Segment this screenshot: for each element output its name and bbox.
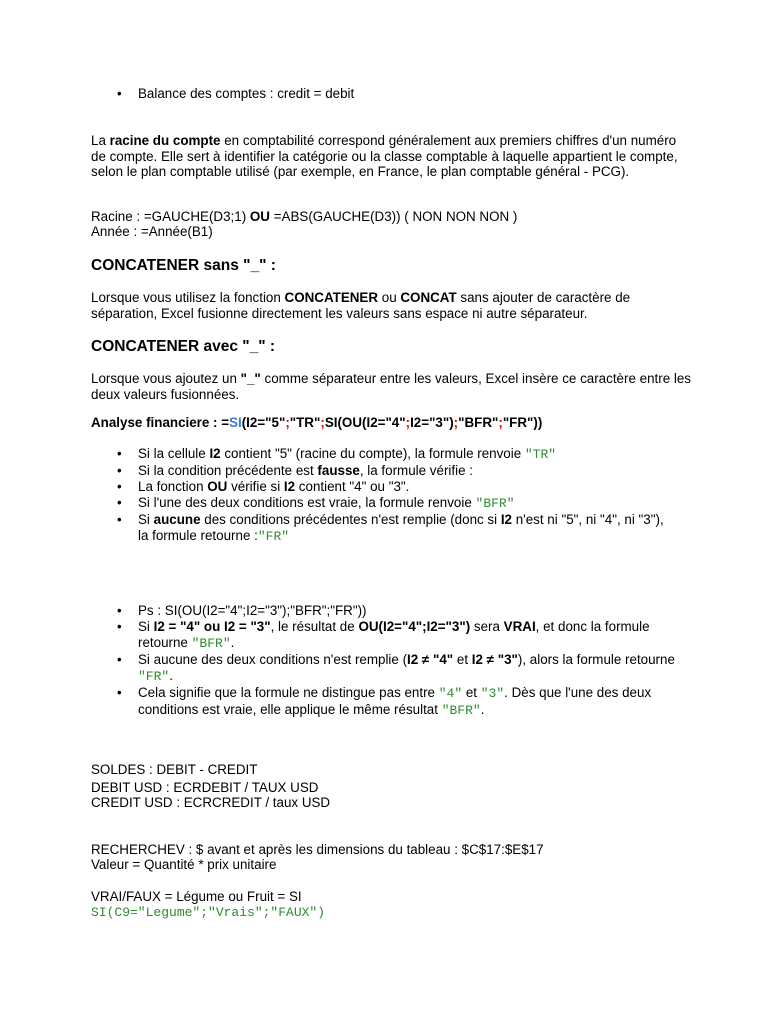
analyse-formula: Analyse financiere : =SI(I2="5";"TR";SI(OU(I2="4";I2="3");"BFR";"FR")) bbox=[91, 415, 543, 430]
list-item: • Si I2 = "4" ou I2 = "3", le résultat de OU(I2="4";I2="3") sera VRAI, et donc la formule retourne "BFR". bbox=[117, 619, 677, 652]
list-item: • Si la condition précédente est fausse, la formule vérifie : bbox=[117, 463, 677, 479]
analyse-explanation-list bbox=[117, 446, 677, 545]
list-item: • Balance des comptes : credit = debit bbox=[117, 86, 677, 102]
list-item: • Ps : SI(OU(I2="4";I2="3");"BFR";"FR")) bbox=[117, 603, 677, 619]
vraifaux-code: SI(C9="Legume";"Vrais";"FAUX") bbox=[91, 905, 326, 920]
ps-explanation-list bbox=[117, 603, 677, 719]
list-item: • Si l'une des deux conditions est vraie, la formule renvoie "BFR" bbox=[117, 495, 677, 512]
valeur-line: Valeur = Quantité * prix unitaire bbox=[91, 857, 277, 872]
concat-sans-paragraph: Lorsque vous utilisez la fonction CONCATENER ou CONCAT sans ajouter de caractère de séparation, Excel fusionne directement les valeurs sans espace ni autre séparateur. bbox=[91, 290, 631, 321]
debit-usd-line: DEBIT USD : ECRDEBIT / TAUX USD bbox=[91, 780, 319, 795]
recherchev-line: RECHERCHEV : $ avant et après les dimensions du tableau : $C$17:$E$17 bbox=[91, 842, 544, 857]
annee-formula: Année : =Année(B1) bbox=[91, 224, 213, 239]
balance-list bbox=[117, 86, 677, 102]
list-item: • Si aucune des deux conditions n'est remplie (I2 ≠ "4" et I2 ≠ "3"), alors la formule retourne "FR". bbox=[117, 652, 677, 685]
soldes-line: SOLDES : DEBIT - CREDIT bbox=[91, 762, 258, 777]
list-item: • Cela signifie que la formule ne distingue pas entre "4" et "3". Dès que l'une des deux conditions est vraie, elle applique le même résultat "BFR". bbox=[117, 685, 677, 719]
list-item: • Si la cellule I2 contient "5" (racine du compte), la formule renvoie "TR" bbox=[117, 446, 677, 463]
concat-sans-heading: CONCATENER sans "_" : bbox=[91, 257, 276, 274]
list-item: • Si aucune des conditions précédentes n'est remplie (donc si I2 n'est ni "5", ni "4", ni "3"), la formule retourne :"FR" bbox=[117, 512, 677, 545]
credit-usd-line: CREDIT USD : ECRCREDIT / taux USD bbox=[91, 795, 331, 810]
concat-avec-heading: CONCATENER avec "_" : bbox=[91, 338, 276, 355]
vraifaux-line: VRAI/FAUX = Légume ou Fruit = SI bbox=[91, 889, 302, 904]
racine-paragraph: La racine du compte en comptabilité correspond généralement aux premiers chiffres d'un numéro de compte. Elle sert à identifier la catégorie ou la classe comptable à laquelle appartient le compte, selon le plan comptable utilisé (par exemple, en France, le plan comptable général - PCG). bbox=[91, 133, 678, 179]
racine-formula: Racine : =GAUCHE(D3;1) OU =ABS(GAUCHE(D3)) ( NON NON NON ) bbox=[91, 209, 518, 224]
list-item: • La fonction OU vérifie si I2 contient "4" ou "3". bbox=[117, 479, 677, 495]
concat-avec-paragraph: Lorsque vous ajoutez un "_" comme séparateur entre les valeurs, Excel insère ce caractère entre les deux valeurs fusionnées. bbox=[91, 371, 691, 402]
